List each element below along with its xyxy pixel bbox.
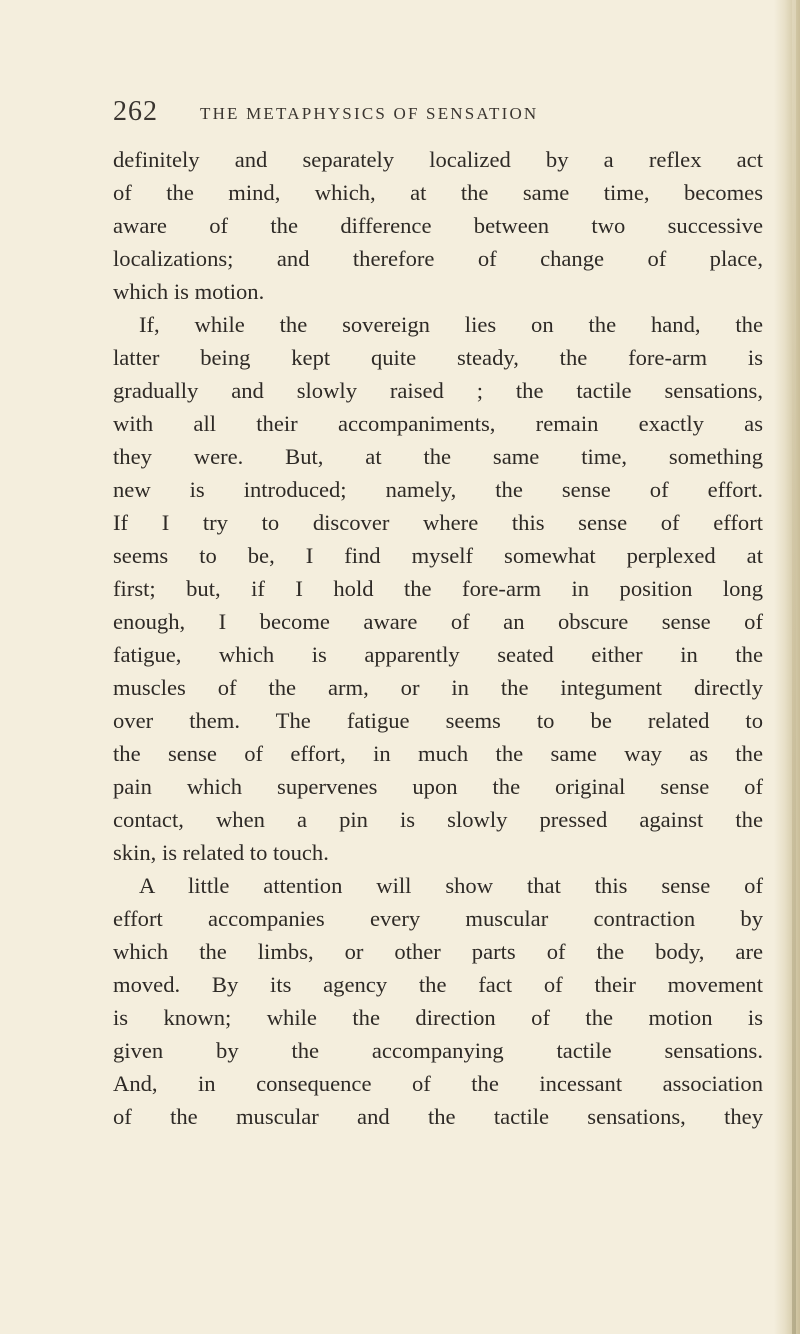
text-line: new is introduced; namely, the sense of effort. [113,477,763,502]
text-line: gradually and slowly raised ; the tactile sensations, [113,378,763,403]
page-number: 262 [113,96,158,127]
body-text [113,143,763,1133]
page-header [113,96,753,130]
text-line: which is motion. [113,279,265,304]
text-line: definitely and separately localized by a reflex act [113,147,763,172]
text-line: A little attention will show that this sense of [139,873,763,898]
text-line: aware of the difference between two successive [113,213,763,238]
text-line: with all their accompaniments, remain exactly as [113,411,763,436]
page-edge-shadow [792,0,796,1334]
text-line: given by the accompanying tactile sensations. [113,1038,763,1063]
text-line: enough, I become aware of an obscure sense of [113,609,763,634]
text-line: seems to be, I find myself somewhat perplexed at [113,543,763,568]
text-line: they were. But, at the same time, something [113,444,763,469]
text-line: And, in consequence of the incessant association [113,1071,763,1096]
text-line: muscles of the arm, or in the integument directly [113,675,763,700]
text-line: of the mind, which, at the same time, becomes [113,180,763,205]
text-line: moved. By its agency the fact of their movement [113,972,763,997]
text-line: over them. The fatigue seems to be related to [113,708,763,733]
text-line: which the limbs, or other parts of the body, are [113,939,763,964]
text-line: effort accompanies every muscular contraction by [113,906,763,931]
text-line: If, while the sovereign lies on the hand, the [139,312,763,337]
text-line: fatigue, which is apparently seated either in the [113,642,763,667]
text-line: skin, is related to touch. [113,840,329,865]
page-edge [774,0,800,1334]
text-line: contact, when a pin is slowly pressed against the [113,807,763,832]
text-line: of the muscular and the tactile sensations, they [113,1104,763,1129]
text-line: first; but, if I hold the fore-arm in position long [113,576,763,601]
text-line: the sense of effort, in much the same way as the [113,741,763,766]
text-line: latter being kept quite steady, the fore-arm is [113,345,763,370]
text-line: localizations; and therefore of change of place, [113,246,763,271]
text-line: is known; while the direction of the motion is [113,1005,763,1030]
text-line: pain which supervenes upon the original sense of [113,774,763,799]
running-title: THE METAPHYSICS OF SENSATION [200,104,539,123]
text-line: If I try to discover where this sense of effort [113,510,763,535]
